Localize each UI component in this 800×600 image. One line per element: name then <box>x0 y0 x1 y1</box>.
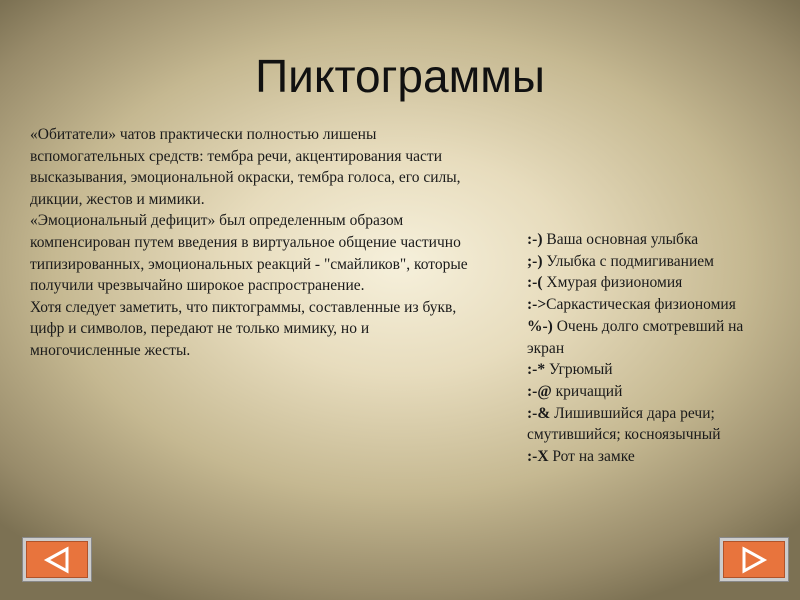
emoticon-meaning: Угрюмый <box>545 361 613 379</box>
emoticon-item <box>527 316 772 359</box>
emoticon-item <box>527 359 772 381</box>
previous-button-face <box>26 541 88 578</box>
emoticon-list <box>527 229 772 468</box>
emoticon-meaning: кричащий <box>551 382 623 400</box>
next-slide-button[interactable] <box>719 537 789 582</box>
next-button-face <box>723 541 785 578</box>
triangle-right-icon <box>739 546 769 574</box>
triangle-left-icon <box>42 546 72 574</box>
emoticon-meaning: Рот на замке <box>548 448 635 466</box>
emoticon-code: :-> <box>527 296 547 314</box>
emoticon-code: ;-) <box>527 252 543 270</box>
emoticon-code: :-X <box>527 448 549 466</box>
emoticon-meaning: Саркастическая физиономия <box>546 296 736 314</box>
emoticon-item <box>527 294 772 316</box>
emoticon-meaning: Улыбка с подмигиванием <box>542 252 714 270</box>
emoticon-meaning: Очень долго смотревший на экран <box>527 317 744 357</box>
emoticon-item <box>527 403 772 446</box>
emoticon-code: :-( <box>527 274 543 292</box>
emoticon-meaning: Лишившийся дара речи; смутившийся; косноязычный <box>527 404 721 444</box>
emoticon-code: %-) <box>527 317 553 335</box>
emoticon-meaning: Ваша основная улыбка <box>542 231 699 248</box>
emoticon-item <box>527 446 772 468</box>
emoticon-item <box>527 251 772 273</box>
paragraph: Хотя следует заметить, что пиктограммы, составленные из букв, цифр и символов, передают не только мимику, но и многочисленные жесты. <box>30 298 457 359</box>
emoticon-code: :-@ <box>527 382 552 400</box>
emoticon-meaning: Хмурая физиономия <box>542 274 683 292</box>
slide-title: Пиктограммы <box>255 50 545 102</box>
body-text <box>30 124 470 362</box>
emoticon-item <box>527 381 772 403</box>
emoticon-code: :-& <box>527 404 551 422</box>
emoticon-item <box>527 272 772 294</box>
paragraph: «Эмоциональный дефицит» был определенным образом компенсирован путем введения в виртуальное общение частично типизированных, эмоциональных реакций - "смайликов", которые получили чрезвычайно широкое распространение. <box>30 212 468 295</box>
emoticon-code: :-* <box>527 361 546 379</box>
emoticon-item <box>527 229 772 251</box>
emoticon-code: :-) <box>527 231 543 248</box>
paragraph: «Обитатели» чатов практически полностью лишены вспомогательных средств: тембра речи, акцентирования части высказывания, эмоциональной окраски, тембра голоса, его силы, дикции, жестов и мимики. <box>30 126 461 208</box>
previous-slide-button[interactable] <box>22 537 92 582</box>
